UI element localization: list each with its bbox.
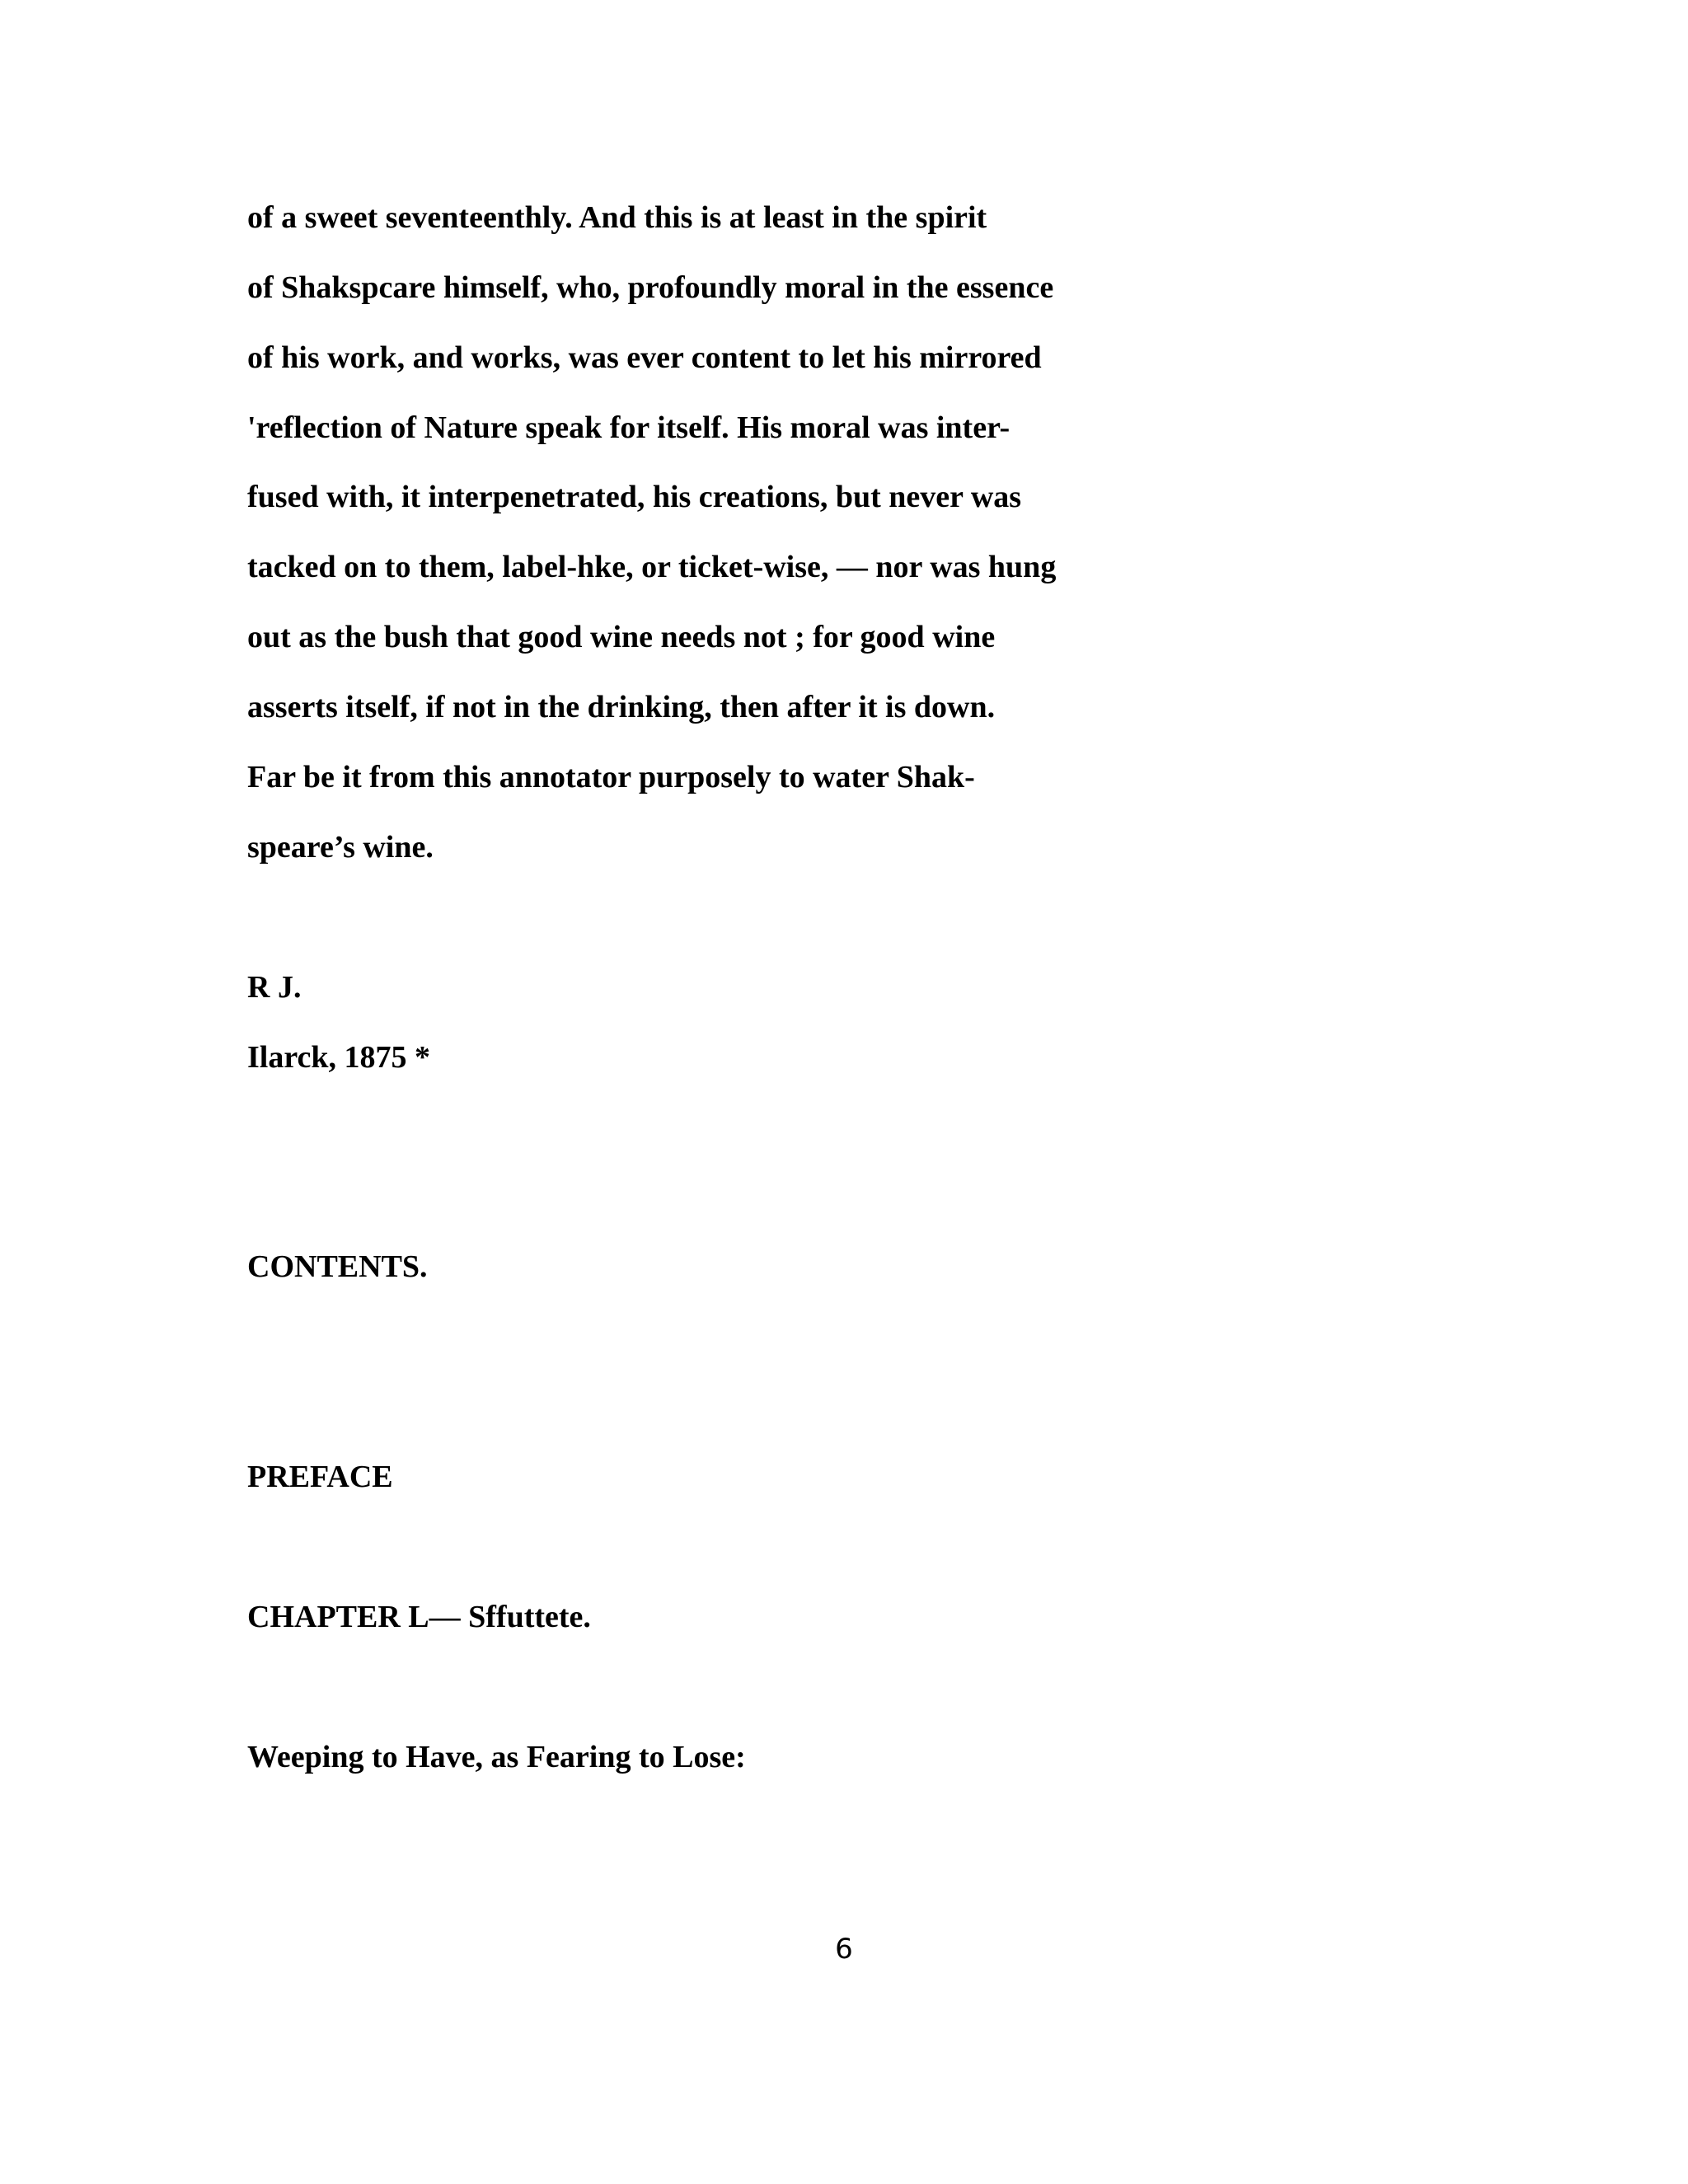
contents-chapter-1-subtitle: Weeping to Have, as Fearing to Lose: (247, 1740, 746, 1774)
body-line-2: of Shakspcare himself, who, profoundly moral in the essence (247, 270, 1054, 305)
body-line-6: tacked on to them, label-hke, or ticket-wise, — nor was hung (247, 550, 1057, 584)
signature-initials: R J. (247, 970, 302, 1005)
body-line-8: asserts itself, if not in the drinking, then after it is down. (247, 690, 996, 724)
signature-date: Ilarck, 1875 * (247, 1040, 431, 1075)
contents-chapter-1: CHAPTER L— Sffuttete. (247, 1600, 591, 1634)
body-line-5: fused with, it interpenetrated, his creations, but never was (247, 480, 1022, 514)
contents-heading: CONTENTS. (247, 1249, 428, 1284)
contents-preface: PREFACE (247, 1460, 393, 1494)
body-line-1: of a sweet seventeenthly. And this is at least in the spirit (247, 200, 987, 235)
body-line-7: out as the bush that good wine needs not ; for good wine (247, 620, 996, 654)
body-line-3: of his work, and works, was ever content to let his mirrored (247, 340, 1042, 375)
body-line-4: 'reflection of Nature speak for itself. His moral was inter- (247, 410, 1010, 445)
body-line-10: speare’s wine. (247, 830, 434, 865)
page-number: 6 (835, 1933, 853, 1966)
body-line-9: Far be it from this annotator purposely to water Shak- (247, 760, 975, 794)
